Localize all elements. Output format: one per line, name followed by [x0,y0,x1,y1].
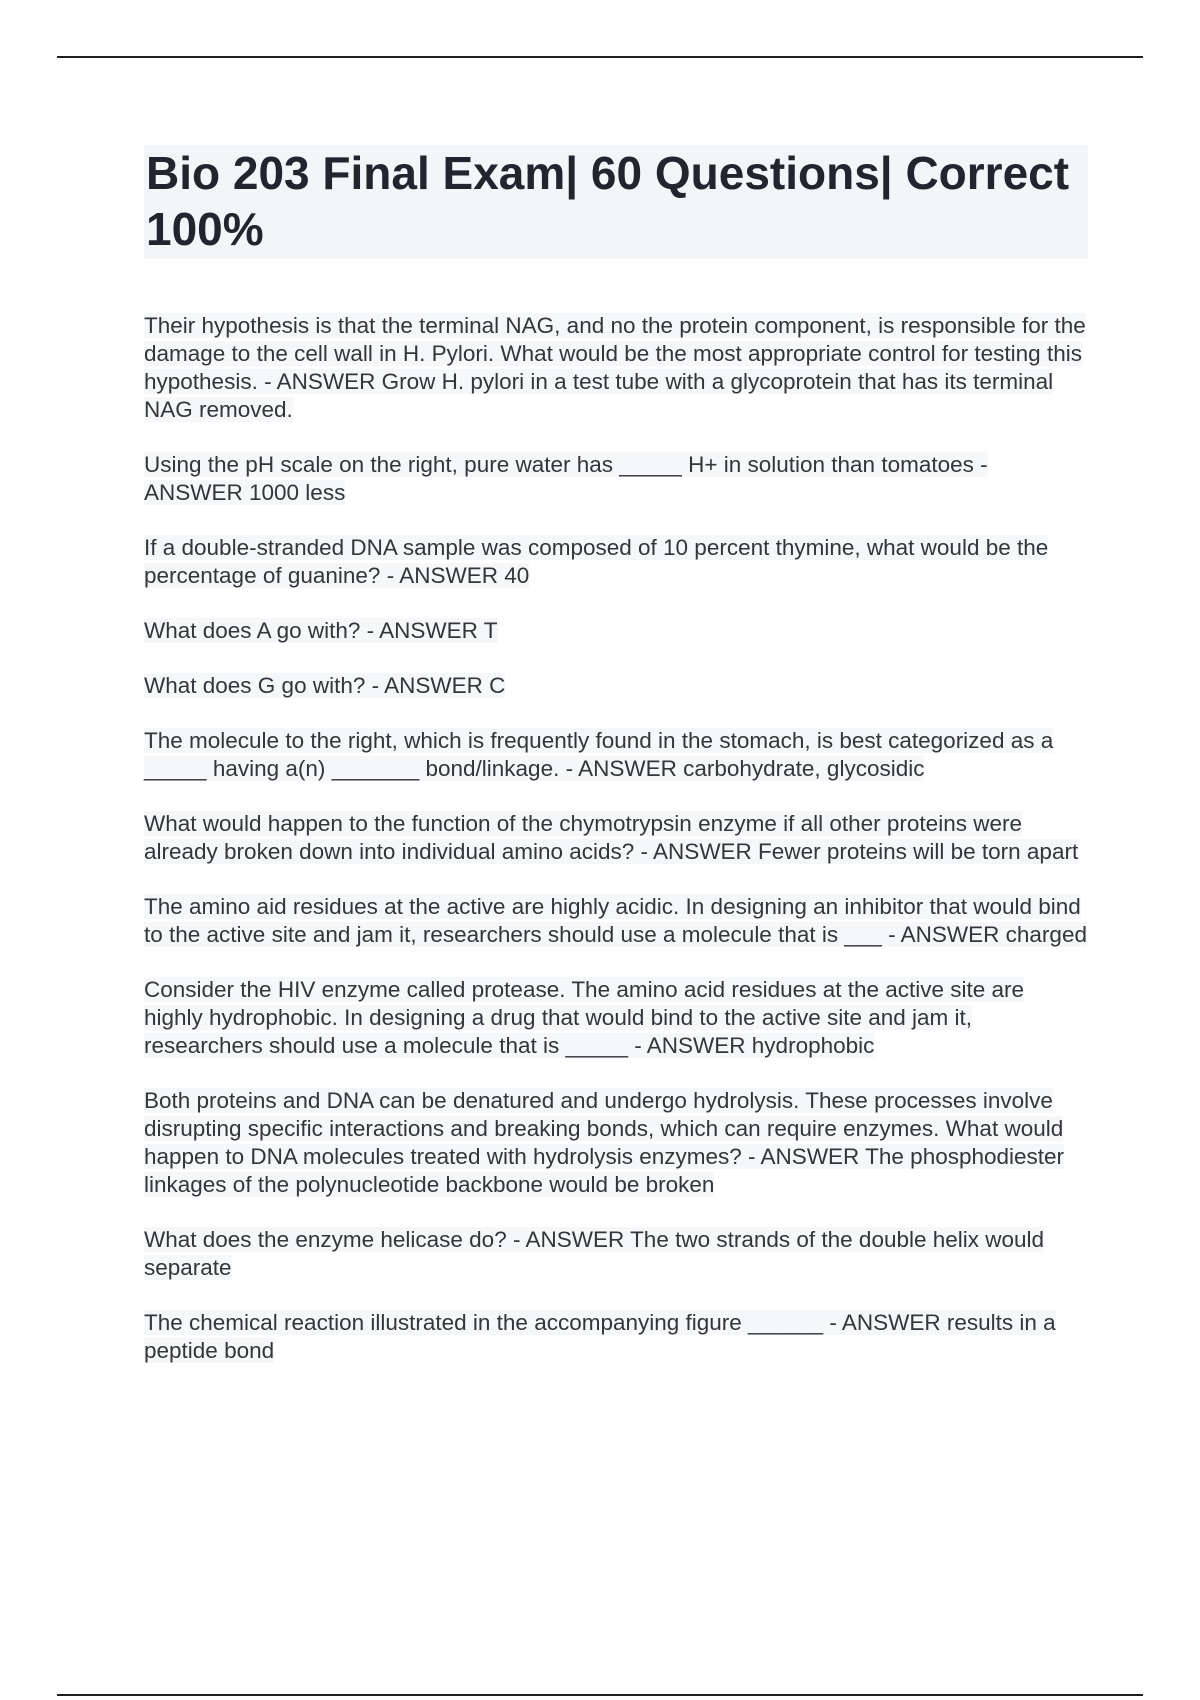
qa-item [144,1226,1088,1282]
qa-item [144,312,1088,424]
qa-item [144,1087,1088,1199]
page-title: Bio 203 Final Exam| 60 Questions| Correct 100% [146,147,1070,255]
bottom-rule [57,1694,1143,1696]
qa-item [144,893,1088,949]
qa-text: What does G go with? - ANSWER C [144,673,506,698]
qa-item [144,727,1088,783]
qa-item [144,617,1088,645]
qa-text: The molecule to the right, which is frequently found in the stomach, is best categorized as a _____ having a(n) _______ bond/linkage. - ANSWER carbohydrate, glycosidic [144,728,1054,781]
qa-text: Consider the HIV enzyme called protease. The amino acid residues at the active site are highly hydrophobic. In designing a drug that would bind to the active site and jam it, researchers should use a molecule that is _____ - ANSWER hydrophobic [144,977,1025,1058]
qa-item [144,534,1088,590]
qa-text: What does A go with? - ANSWER T [144,618,498,643]
qa-text: What would happen to the function of the chymotrypsin enzyme if all other proteins were already broken down into individual amino acids? - ANSWER Fewer proteins will be torn apart [144,811,1079,864]
qa-text: Both proteins and DNA can be denatured and undergo hydrolysis. These processes involve disrupting specific interactions and breaking bonds, which can require enzymes. What would happen to DNA molecules treated with hydrolysis enzymes? - ANSWER The phosphodiester linkages of the polynucleotide backbone would be broken [144,1088,1065,1197]
qa-list [144,312,1088,1392]
qa-text: The amino aid residues at the active are highly acidic. In designing an inhibitor that would bind to the active site and jam it, researchers should use a molecule that is ___ - ANSWER charged [144,894,1087,947]
qa-text: The chemical reaction illustrated in the accompanying figure ______ - ANSWER results in a peptide bond [144,1310,1056,1363]
qa-item [144,976,1088,1060]
qa-item [144,451,1088,507]
qa-text: Using the pH scale on the right, pure water has _____ H+ in solution than tomatoes - ANSWER 1000 less [144,452,988,505]
title-block [144,145,1088,259]
qa-text: Their hypothesis is that the terminal NAG, and no the protein component, is responsible for the damage to the cell wall in H. Pylori. What would be the most appropriate control for testing this hypothesis. - ANSWER Grow H. pylori in a test tube with a glycoprotein that has its terminal NAG removed. [144,313,1086,422]
qa-item [144,810,1088,866]
qa-text: If a double-stranded DNA sample was composed of 10 percent thymine, what would be the percentage of guanine? - ANSWER 40 [144,535,1049,588]
top-rule [57,56,1143,58]
qa-item [144,672,1088,700]
qa-item [144,1309,1088,1365]
qa-text: What does the enzyme helicase do? - ANSWER The two strands of the double helix would separate [144,1227,1045,1280]
